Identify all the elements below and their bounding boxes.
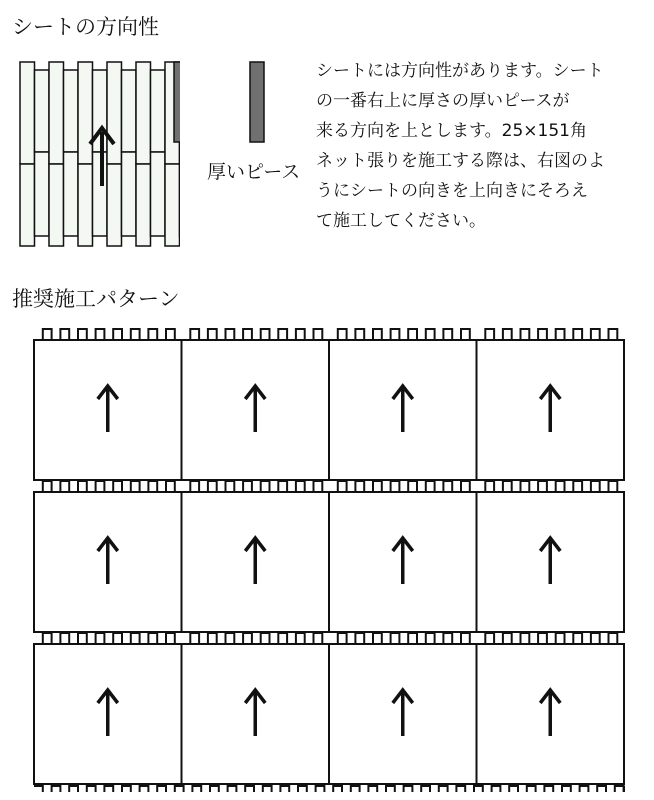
pattern-sheet [182,481,330,632]
sheet-strip-piece [107,164,122,246]
description-line: うにシートの向きを上向きにそろえ [316,181,588,201]
pattern-sheet [477,633,625,784]
sheet-direction-title: シートの方向性 [12,15,159,39]
sheet-direction-description [316,56,646,236]
description-line: シートには方向性があります。シート [316,61,604,81]
pattern-bottom-edge [34,786,624,792]
sheet-strip-piece [20,164,35,246]
sheet-strip-piece [122,152,137,236]
pattern-sheet [182,633,330,784]
sheet-strip-piece [64,152,79,236]
pattern-sheet [329,481,477,632]
sheet-strip-piece [49,164,64,246]
sheet-strip-piece [151,152,166,236]
sheet-strip-piece [35,152,50,236]
pattern-sheet [34,329,182,480]
description-line: 来る方向を上とします。25×151角 [316,121,587,141]
recommended-pattern-grid [30,318,630,792]
pattern-sheet [329,329,477,480]
pattern-sheet [329,633,477,784]
sheet-strip-piece [136,164,151,246]
sheet-strip-piece [78,164,93,246]
description-line: て施工してください。 [316,211,486,231]
pattern-sheet [182,329,330,480]
description-line: の一番右上に厚さの厚いピースが [316,91,570,111]
thick-piece-label: 厚いピース [207,161,301,183]
recommended-pattern-title: 推奨施工パターン [12,287,180,311]
description-line: ネット張りを施工する際は、右図のよ [316,151,605,171]
pattern-sheet [34,481,182,632]
pattern-sheet [477,481,625,632]
sheet-strip-piece [93,152,108,236]
pattern-sheet [477,329,625,480]
sheet-strip-piece [165,164,180,246]
thick-piece-sample [0,0,280,160]
pattern-sheet [34,633,182,784]
thick-piece-icon [250,62,264,142]
sheet-strip-piece [180,152,181,236]
